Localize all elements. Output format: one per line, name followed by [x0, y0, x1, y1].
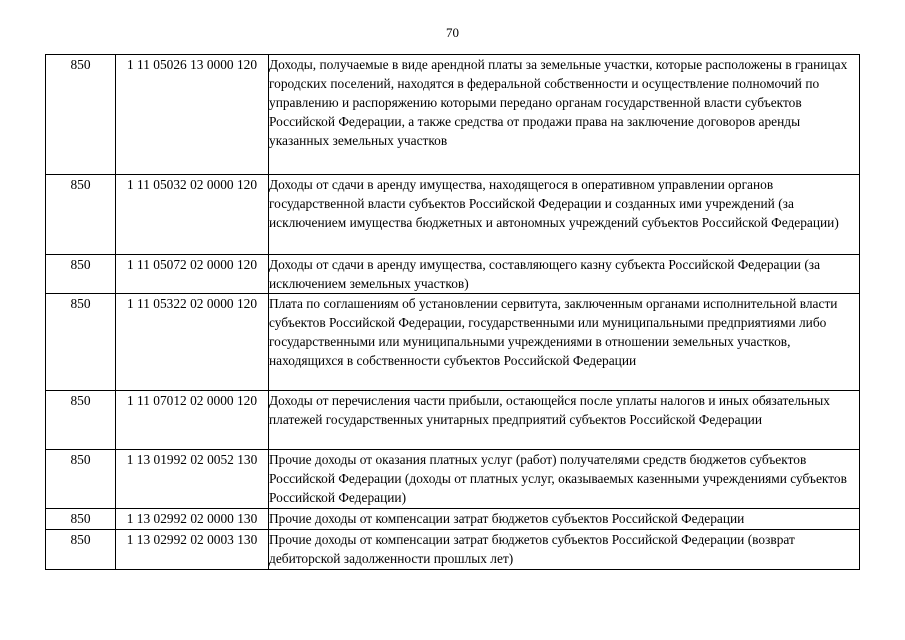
- budget-classification-code-cell: 1 11 05026 13 0000 120: [116, 55, 269, 175]
- revenue-name-cell: Доходы от сдачи в аренду имущества, составляющего казну субъекта Российской Федерации (за исключением земельных участков): [269, 255, 860, 294]
- table-row: [46, 391, 860, 450]
- budget-classification-code-cell: 1 11 05072 02 0000 120: [116, 255, 269, 294]
- revenue-name-cell: Прочие доходы от компенсации затрат бюджетов субъектов Российской Федерации (возврат дебиторской задолженности прошлых лет): [269, 530, 860, 570]
- revenue-name-cell: Доходы, получаемые в виде арендной платы за земельные участки, которые расположены в границах городских поселений, находятся в федеральной собственности и осуществление полномочий по управлению и распоряжению которыми передано органам государственной власти субъектов Российской Федерации, а также средства от продажи права на заключение договоров аренды указанных земельных участков: [269, 55, 860, 175]
- admin-code-cell: 850: [46, 450, 116, 509]
- admin-code-cell: 850: [46, 391, 116, 450]
- table-row: [46, 530, 860, 570]
- table-row: [46, 55, 860, 175]
- budget-classification-code-cell: 1 11 05032 02 0000 120: [116, 175, 269, 255]
- revenue-name-cell: Прочие доходы от оказания платных услуг (работ) получателями средств бюджетов субъектов Российской Федерации (доходы от платных услуг, оказываемых казенными учреждениями субъектов Российской Федерации): [269, 450, 860, 509]
- table-row: [46, 175, 860, 255]
- revenue-name-cell: Доходы от сдачи в аренду имущества, находящегося в оперативном управлении органов государственной власти субъектов Российской Федерации и созданных ими учреждений (за исключением имущества бюджетных и автономных учреждений субъектов Российской Федерации): [269, 175, 860, 255]
- revenue-name-cell: Плата по соглашениям об установлении сервитута, заключенным органами исполнительной власти субъектов Российской Федерации, государственными или муниципальными предприятиями либо государственными или муниципальными учреждениями в отношении земельных участков, находящихся в собственности субъектов Российской Федерации: [269, 294, 860, 391]
- admin-code-cell: 850: [46, 55, 116, 175]
- admin-code-cell: 850: [46, 294, 116, 391]
- budget-codes-table: [45, 54, 860, 570]
- table-row: [46, 294, 860, 391]
- admin-code-cell: 850: [46, 175, 116, 255]
- table-row: [46, 509, 860, 530]
- budget-classification-code-cell: 1 11 05322 02 0000 120: [116, 294, 269, 391]
- table-row: [46, 450, 860, 509]
- budget-classification-code-cell: 1 13 02992 02 0003 130: [116, 530, 269, 570]
- admin-code-cell: 850: [46, 255, 116, 294]
- table-row: [46, 255, 860, 294]
- budget-classification-code-cell: 1 13 02992 02 0000 130: [116, 509, 269, 530]
- page-number: 70: [446, 25, 459, 40]
- budget-classification-code-cell: 1 11 07012 02 0000 120: [116, 391, 269, 450]
- admin-code-cell: 850: [46, 509, 116, 530]
- revenue-name-cell: Доходы от перечисления части прибыли, остающейся после уплаты налогов и иных обязательных платежей государственных унитарных предприятий субъектов Российской Федерации: [269, 391, 860, 450]
- revenue-name-cell: Прочие доходы от компенсации затрат бюджетов субъектов Российской Федерации: [269, 509, 860, 530]
- budget-classification-code-cell: 1 13 01992 02 0052 130: [116, 450, 269, 509]
- admin-code-cell: 850: [46, 530, 116, 570]
